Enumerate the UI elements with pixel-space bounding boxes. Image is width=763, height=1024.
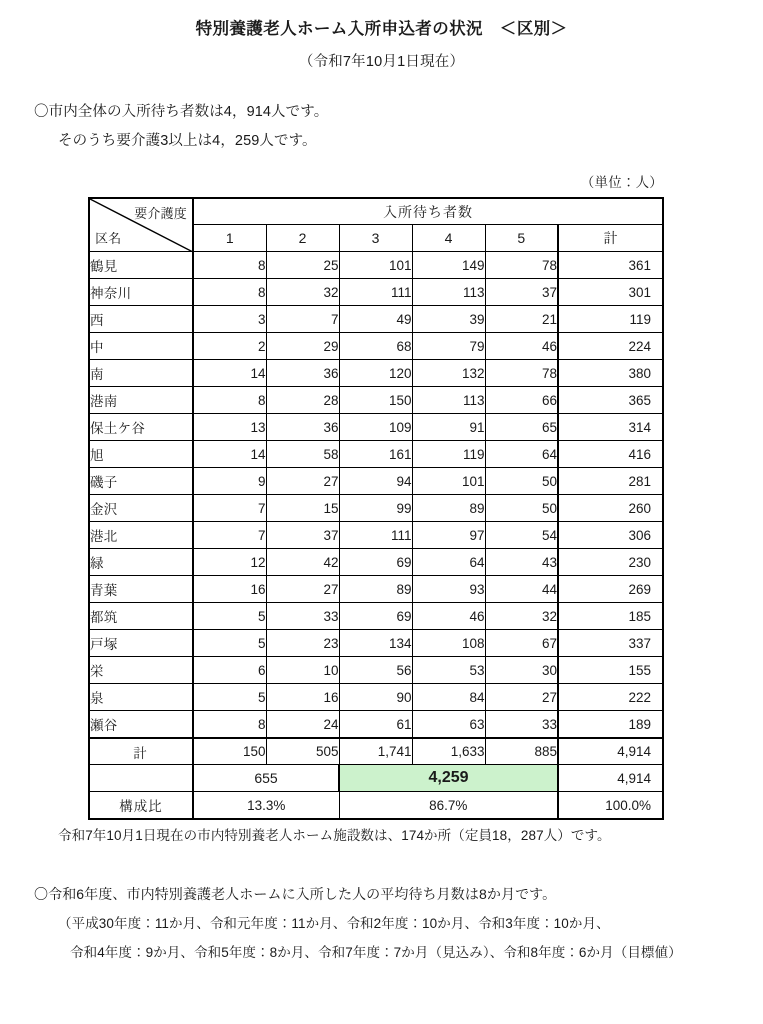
cell-level-5: 78: [485, 252, 558, 279]
ward-name: 鶴見: [89, 252, 193, 279]
page-subtitle: （令和7年10月1日現在）: [298, 53, 465, 70]
cell-level-2: 29: [266, 333, 339, 360]
cell-level-3: 69: [339, 549, 412, 576]
cell-level-1: 16: [193, 576, 266, 603]
grand-total-label: 計: [89, 738, 193, 765]
table-row: [89, 603, 663, 630]
cell-level-4: 39: [412, 306, 485, 333]
cell-level-5: 50: [485, 468, 558, 495]
cell-level-2: 36: [266, 360, 339, 387]
col-header-level-5: 5: [485, 225, 558, 252]
table-row: [89, 279, 663, 306]
cell-row-total: 416: [558, 441, 663, 468]
table-row: [89, 522, 663, 549]
cell-row-total: 281: [558, 468, 663, 495]
cell-level-3: 94: [339, 468, 412, 495]
cell-level-2: 33: [266, 603, 339, 630]
cell-level-3: 120: [339, 360, 412, 387]
cell-level-1: 3: [193, 306, 266, 333]
cell-level-3: 99: [339, 495, 412, 522]
intro-line-total: 〇市内全体の入所待ち者数は4，914人です。: [34, 103, 329, 120]
cell-level-4: 113: [412, 387, 485, 414]
cell-row-total: 230: [558, 549, 663, 576]
cell-level-5: 50: [485, 495, 558, 522]
intro-line-care3: そのうち要介護3以上は4，259人です。: [58, 133, 317, 150]
intro-block: [0, 71, 763, 152]
cell-row-total: 119: [558, 306, 663, 333]
table-row: [89, 684, 663, 711]
cell-row-total: 189: [558, 711, 663, 738]
cell-level-5: 27: [485, 684, 558, 711]
cell-level-3: 134: [339, 630, 412, 657]
cell-level-1: 5: [193, 603, 266, 630]
ward-name: 南: [89, 360, 193, 387]
ward-name: 緑: [89, 549, 193, 576]
table-row: [89, 333, 663, 360]
ward-name: 栄: [89, 657, 193, 684]
table-row: [89, 576, 663, 603]
table-row: [89, 441, 663, 468]
group-header-waiting-count: 入所待ち者数: [193, 198, 663, 225]
table-row: [89, 387, 663, 414]
cell-level-3: 109: [339, 414, 412, 441]
cell-level-4: 97: [412, 522, 485, 549]
cell-level-3: 61: [339, 711, 412, 738]
cell-level-3: 111: [339, 522, 412, 549]
cell-level-1: 8: [193, 387, 266, 414]
col-header-level-4: 4: [412, 225, 485, 252]
table-body: [89, 252, 663, 819]
cell-level-1: 13: [193, 414, 266, 441]
cell-level-2: 37: [266, 522, 339, 549]
ward-name: 港南: [89, 387, 193, 414]
cell-level-3: 90: [339, 684, 412, 711]
cell-level-4: 84: [412, 684, 485, 711]
grouped-total-care-3-to-5: 4,259: [339, 765, 558, 792]
ward-name: 西: [89, 306, 193, 333]
cell-level-3: 101: [339, 252, 412, 279]
table-row: [89, 360, 663, 387]
col-header-level-2: 2: [266, 225, 339, 252]
cell-level-2: 32: [266, 279, 339, 306]
composition-ratio-label: 構成比: [89, 792, 193, 819]
cell-level-5: 65: [485, 414, 558, 441]
cell-level-2: 15: [266, 495, 339, 522]
cell-level-1: 5: [193, 630, 266, 657]
cell-level-4: 132: [412, 360, 485, 387]
cell-level-1: 12: [193, 549, 266, 576]
cell-level-2: 42: [266, 549, 339, 576]
cell-level-5: 66: [485, 387, 558, 414]
col-header-level-3: 3: [339, 225, 412, 252]
cell-level-3: 69: [339, 603, 412, 630]
cell-level-1: 14: [193, 360, 266, 387]
cell-level-4: 53: [412, 657, 485, 684]
cell-level-4: 46: [412, 603, 485, 630]
cell-level-2: 10: [266, 657, 339, 684]
table-row: [89, 414, 663, 441]
cell-level-3: 68: [339, 333, 412, 360]
cell-row-total: 301: [558, 279, 663, 306]
cell-level-3: 161: [339, 441, 412, 468]
ward-name: 金沢: [89, 495, 193, 522]
table-row: [89, 306, 663, 333]
cell-level-4: 89: [412, 495, 485, 522]
cell-level-5: 78: [485, 360, 558, 387]
care-level-label: 要介護度: [134, 205, 187, 221]
cell-level-1: 8: [193, 252, 266, 279]
cell-level-2: 58: [266, 441, 339, 468]
table-row: [89, 711, 663, 738]
cell-level-5: 67: [485, 630, 558, 657]
cell-level-4: 64: [412, 549, 485, 576]
unit-label: （単位：人）: [580, 174, 663, 190]
grouped-total-all: 4,914: [558, 765, 663, 792]
grand-total-level-5: 885: [485, 738, 558, 765]
cell-level-1: 8: [193, 711, 266, 738]
table-row: [89, 630, 663, 657]
cell-level-3: 56: [339, 657, 412, 684]
table-row: [89, 252, 663, 279]
cell-level-3: 89: [339, 576, 412, 603]
table-row: [89, 495, 663, 522]
cell-level-2: 27: [266, 576, 339, 603]
cell-row-total: 365: [558, 387, 663, 414]
table-row-grand-total: [89, 738, 663, 765]
cell-level-4: 79: [412, 333, 485, 360]
cell-level-1: 8: [193, 279, 266, 306]
table-row: [89, 657, 663, 684]
cell-level-2: 36: [266, 414, 339, 441]
table-head: [89, 198, 663, 252]
cell-row-total: 361: [558, 252, 663, 279]
cell-level-3: 111: [339, 279, 412, 306]
cell-level-2: 28: [266, 387, 339, 414]
grouped-total-care-1-2: 655: [193, 765, 339, 792]
cell-row-total: 222: [558, 684, 663, 711]
cell-level-5: 33: [485, 711, 558, 738]
cell-row-total: 306: [558, 522, 663, 549]
footnote-spacer: [0, 845, 763, 885]
cell-level-3: 150: [339, 387, 412, 414]
cell-level-2: 27: [266, 468, 339, 495]
ward-name: 港北: [89, 522, 193, 549]
col-header-total: 計: [558, 225, 663, 252]
cell-level-1: 6: [193, 657, 266, 684]
cell-level-4: 63: [412, 711, 485, 738]
cell-level-2: 25: [266, 252, 339, 279]
cell-level-5: 37: [485, 279, 558, 306]
stat-table-wrap: [0, 191, 763, 820]
cell-level-1: 14: [193, 441, 266, 468]
ward-name: 都筑: [89, 603, 193, 630]
grand-total-level-4: 1,633: [412, 738, 485, 765]
page-title: 特別養護老人ホーム入所申込者の状況 ＜区別＞: [195, 20, 568, 38]
grand-total-level-3: 1,741: [339, 738, 412, 765]
cell-row-total: 337: [558, 630, 663, 657]
cell-level-1: 7: [193, 522, 266, 549]
cell-level-4: 91: [412, 414, 485, 441]
ward-name: 戸塚: [89, 630, 193, 657]
ward-name: 瀬谷: [89, 711, 193, 738]
cell-row-total: 260: [558, 495, 663, 522]
table-row: [89, 468, 663, 495]
footnote-average-wait-detail-2: 令和4年度：9か月、令和5年度：8か月、令和7年度：7か月（見込み）、令和8年度：6か月（目標値）: [70, 945, 682, 961]
footnote-facility-count: 令和7年10月1日現在の市内特別養老人ホーム施設数は、174か所（定員18，287人）です。: [58, 827, 611, 843]
cell-level-4: 108: [412, 630, 485, 657]
cell-level-5: 21: [485, 306, 558, 333]
cell-level-5: 64: [485, 441, 558, 468]
cell-level-1: 7: [193, 495, 266, 522]
cell-level-5: 43: [485, 549, 558, 576]
ratio-care-1-2: 13.3%: [193, 792, 339, 819]
cell-level-1: 9: [193, 468, 266, 495]
grouped-row-label: [89, 765, 193, 792]
ward-name: 磯子: [89, 468, 193, 495]
grand-total-level-2: 505: [266, 738, 339, 765]
cell-level-5: 54: [485, 522, 558, 549]
grand-total-level-1: 150: [193, 738, 266, 765]
footnotes-block: [0, 820, 763, 963]
corner-diagonal-header: [89, 198, 193, 252]
cell-level-2: 7: [266, 306, 339, 333]
ratio-care-3-to-5: 86.7%: [339, 792, 558, 819]
ward-name-label: 区名: [95, 231, 122, 247]
cell-level-2: 16: [266, 684, 339, 711]
waiting-list-table: [88, 197, 664, 820]
table-header-row-group: [89, 198, 663, 225]
ward-name: 保土ケ谷: [89, 414, 193, 441]
ward-name: 泉: [89, 684, 193, 711]
cell-row-total: 185: [558, 603, 663, 630]
table-row-grouped-totals: [89, 765, 663, 792]
cell-level-4: 101: [412, 468, 485, 495]
footnote-average-wait-detail-1: （平成30年度：11か月、令和元年度：11か月、令和2年度：10か月、令和3年度：10か月、: [58, 915, 610, 931]
grand-total-all: 4,914: [558, 738, 663, 765]
cell-level-3: 49: [339, 306, 412, 333]
cell-level-4: 149: [412, 252, 485, 279]
cell-level-5: 32: [485, 603, 558, 630]
cell-row-total: 224: [558, 333, 663, 360]
cell-row-total: 155: [558, 657, 663, 684]
cell-level-5: 30: [485, 657, 558, 684]
cell-row-total: 314: [558, 414, 663, 441]
cell-level-4: 93: [412, 576, 485, 603]
table-row: [89, 549, 663, 576]
ward-name: 旭: [89, 441, 193, 468]
cell-level-4: 119: [412, 441, 485, 468]
cell-level-4: 113: [412, 279, 485, 306]
cell-row-total: 269: [558, 576, 663, 603]
footnote-average-wait-head: 〇令和6年度、市内特別養護老人ホームに入所した人の平均待ち月数は8か月です。: [34, 885, 557, 902]
col-header-level-1: 1: [193, 225, 266, 252]
ward-name: 神奈川: [89, 279, 193, 306]
ward-name: 中: [89, 333, 193, 360]
cell-level-1: 5: [193, 684, 266, 711]
cell-row-total: 380: [558, 360, 663, 387]
ward-name: 青葉: [89, 576, 193, 603]
cell-level-1: 2: [193, 333, 266, 360]
cell-level-2: 23: [266, 630, 339, 657]
table-row-composition-ratio: [89, 792, 663, 819]
cell-level-5: 46: [485, 333, 558, 360]
cell-level-2: 24: [266, 711, 339, 738]
ratio-total: 100.0%: [558, 792, 663, 819]
cell-level-5: 44: [485, 576, 558, 603]
